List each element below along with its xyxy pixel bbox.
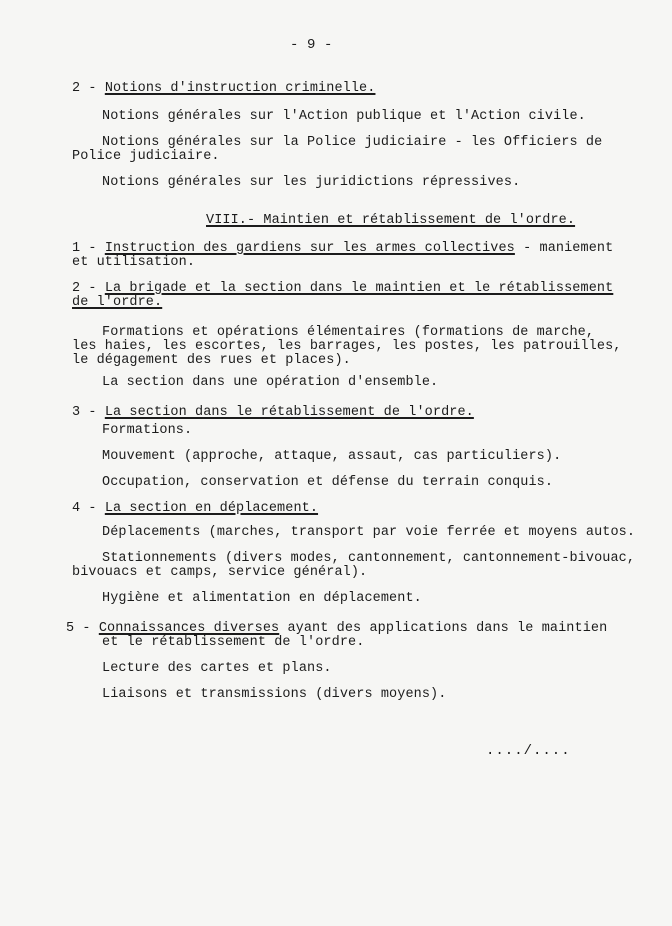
- item-3-prefix: 3 -: [72, 405, 105, 420]
- item-1-prefix: 1 -: [72, 241, 105, 256]
- item-2-title: La brigade et la section dans le maintien et le rétablissement: [104, 281, 614, 296]
- page-number: - 9 -: [290, 37, 333, 53]
- item-4-paragraph-3: Hygiène et alimentation en déplacement.: [102, 591, 422, 606]
- section-2-heading: [72, 82, 375, 96]
- item-4-paragraph-2-line-2: bivouacs et camps, service général).: [72, 565, 368, 580]
- section-2-paragraph-2-line-1: Notions générales sur la Police judiciaire - les Officiers de: [102, 135, 603, 150]
- section-2-paragraph-1: Notions générales sur l'Action publique et l'Action civile.: [102, 109, 586, 124]
- item-3-paragraph-2: Mouvement (approche, attaque, assaut, cas particuliers).: [102, 449, 562, 464]
- item-2-paragraph-2: La section dans une opération d'ensemble.: [102, 375, 439, 390]
- item-5-title: Connaissances diverses: [98, 621, 280, 636]
- continuation-marker: ..../....: [486, 743, 571, 759]
- section-2-prefix: 2 -: [72, 81, 105, 96]
- item-4-title: La section en déplacement.: [104, 501, 319, 516]
- item-1-title: Instruction des gardiens sur les armes collectives: [104, 241, 515, 256]
- item-2-paragraph-1-line-1: Formations et opérations élémentaires (formations de marche,: [102, 325, 595, 340]
- section-2-title: Notions d'instruction criminelle.: [104, 81, 376, 96]
- item-1-rest: - maniement: [514, 241, 614, 256]
- item-3-heading: [72, 406, 474, 420]
- item-5-paragraph-2: Liaisons et transmissions (divers moyens).: [102, 687, 447, 702]
- item-2-paragraph-1-line-3: le dégagement des rues et places).: [72, 353, 351, 368]
- item-1-line-2: et utilisation.: [72, 255, 196, 270]
- item-5-heading: [66, 622, 607, 636]
- item-2-heading: [72, 282, 613, 296]
- item-3-title: La section dans le rétablissement de l'ordre.: [104, 405, 474, 420]
- item-2-prefix: 2 -: [72, 281, 105, 296]
- item-4-paragraph-2-line-1: Stationnements (divers modes, cantonnement, cantonnement-bivouac,: [102, 551, 636, 566]
- item-4-prefix: 4 -: [72, 501, 105, 516]
- item-5-line-2: et le rétablissement de l'ordre.: [102, 635, 365, 650]
- item-5-paragraph-1: Lecture des cartes et plans.: [102, 661, 332, 676]
- item-2-paragraph-1-line-2: les haies, les escortes, les barrages, les postes, les patrouilles,: [72, 339, 622, 354]
- item-5-rest: ayant des applications dans le maintien: [279, 621, 608, 636]
- section-2-paragraph-2-line-2: Police judiciaire.: [72, 149, 220, 164]
- section-2-paragraph-3: Notions générales sur les juridictions répressives.: [102, 175, 521, 190]
- item-4-paragraph-1: Déplacements (marches, transport par voie ferrée et moyens autos.: [102, 525, 636, 540]
- item-2-heading-line-2: de l'ordre.: [72, 295, 163, 310]
- chapter-viii-title: VIII.- Maintien et rétablissement de l'ordre.: [206, 213, 576, 228]
- item-5-prefix: 5 -: [66, 621, 99, 636]
- item-4-heading: [72, 502, 318, 516]
- item-3-paragraph-1: Formations.: [102, 423, 193, 438]
- item-3-paragraph-3: Occupation, conservation et défense du terrain conquis.: [102, 475, 554, 490]
- item-1-heading: [72, 242, 613, 256]
